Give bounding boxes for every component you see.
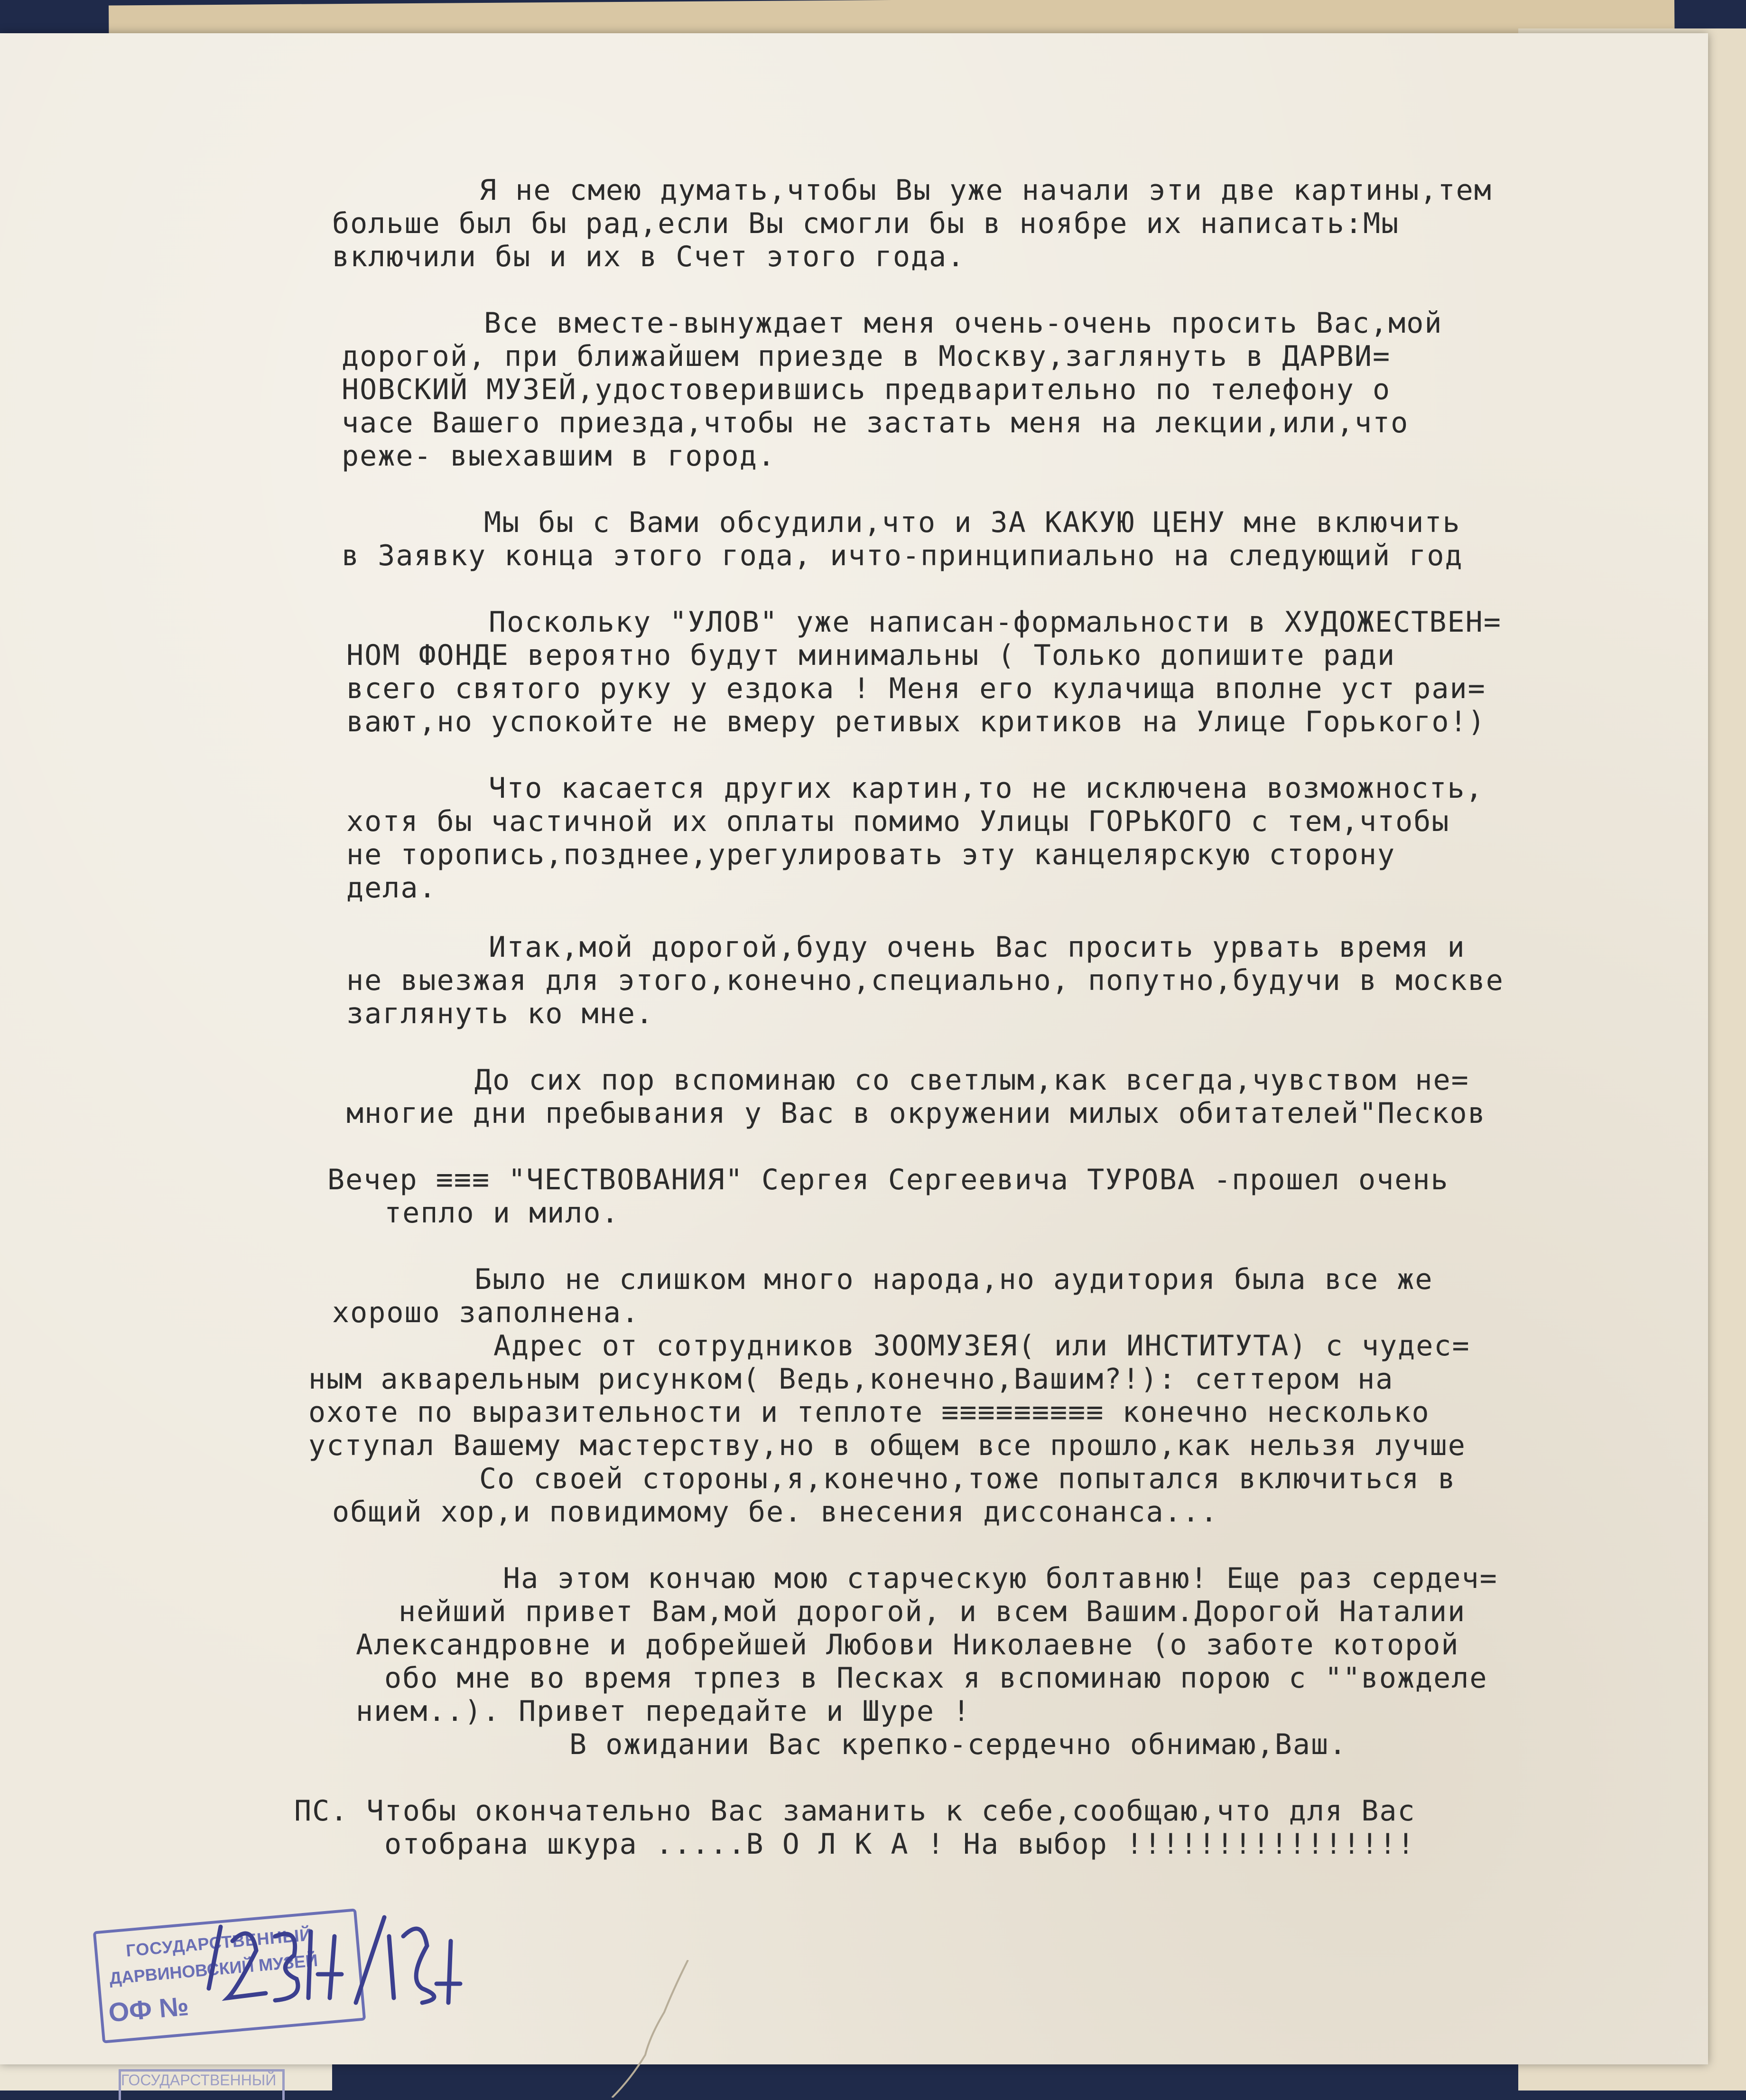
letter-line: Итак,мой дорогой,буду очень Вас просить урвать время и (489, 931, 1466, 964)
letter-line: больше был бы рад,если Вы смогли бы в ноябре их написать:Мы (332, 207, 1400, 240)
stamp-line: ДАРВИНОВСКИЙ МУЗЕЙ (108, 1950, 319, 1988)
letter-line: охоте по выразительности и теплоте ≡≡≡≡≡≡≡≡≡ конечно несколько (308, 1396, 1430, 1429)
letter-line: в Заявку конца этого года, ичто-принципиально на следующий год (342, 539, 1463, 572)
letter-line: Все вместе-вынуждает меня очень-очень просить Вас,мой (484, 307, 1443, 340)
stamp-fragment-text: ГОСУДАРСТВЕННЫЙ (121, 2072, 277, 2089)
letter-line: Со своей стороны,я,конечно,тоже попытался включиться в (479, 1462, 1456, 1495)
stamp-line: ГОСУДАРСТВЕННЫЙ (125, 1924, 313, 1960)
letter-line: До сих пор вспоминаю со светлым,как всегда,чувством не= (474, 1064, 1469, 1097)
letter-line: вают,но успокойте не вмеру ретивых критиков на Улице Горького!) (346, 705, 1486, 738)
postscript-line: ПС. Чтобы окончательно Вас заманить к себе,сообщаю,что для Вас (294, 1794, 1416, 1828)
letter-page (0, 33, 1708, 2064)
paper-tear-line (593, 1960, 735, 2098)
letter-line: многие дни пребывания у Вас в окружении милых обитателей"Песков (346, 1097, 1486, 1130)
letter-line: дела. (346, 871, 437, 905)
letter-line: реже- выехавшим в город. (342, 439, 776, 473)
letter-line: уступал Вашему мастерству,но в общем все прошло,как нельзя лучше (308, 1429, 1466, 1462)
partial-stamp-lower-sheet (119, 2069, 285, 2100)
letter-line: НОВСКИЙ МУЗЕЙ,удостоверившись предварительно по телефону о (342, 373, 1391, 406)
typed-letter (0, 33, 1708, 2064)
letter-line: Что касается других картин,то не исключена возможность, (489, 772, 1484, 805)
letter-line: ным акварельным рисунком( Ведь,конечно,Вашим?!): сеттером на (308, 1363, 1394, 1396)
letter-line: Было не слишком много народа,но аудитория была все же (474, 1263, 1433, 1296)
letter-line: нием..). Привет передайте и Шуре ! (356, 1695, 971, 1728)
letter-line: тепло и мило. (384, 1196, 620, 1230)
letter-line: Александровне и добрейшей Любови Николаевне (о заботе которой (356, 1628, 1459, 1661)
letter-line: Вечер ≡≡≡ "ЧЕСТВОВАНИЯ" Сергея Сергеевича ТУРОВА -прошел очень (327, 1163, 1449, 1196)
letter-line: На этом кончаю мою старческую болтавню! Еще раз сердеч= (503, 1562, 1498, 1595)
letter-line: не торопись,позднее,урегулировать эту канцелярскую сторону (346, 838, 1396, 871)
letter-line: общий хор,и повидимому бе. внесения диссонанса... (332, 1495, 1219, 1529)
letter-line: заглянуть ко мне. (346, 997, 654, 1030)
letter-line: не выезжая для этого,конечно,специально, попутно,будучи в москве (346, 964, 1504, 997)
letter-line: хотя бы частичной их оплаты помимо Улицы ГОРЬКОГО с тем,чтобы (346, 805, 1450, 838)
postscript-line: отобрана шкура .....В О Л К А ! На выбор !!!!!!!!!!!!!!!! (384, 1828, 1416, 1861)
letter-line: всего святого руку у ездока ! Меня его кулачища вполне уст раи= (346, 672, 1486, 705)
letter-line: В ожидании Вас крепко-сердечно обнимаю,Ваш. (569, 1728, 1347, 1761)
letter-line: дорогой, при ближайшем приезде в Москву,заглянуть в ДАРВИ= (342, 340, 1391, 373)
letter-line: включили бы и их в Счет этого года. (332, 240, 966, 273)
handwritten-inventory-number (199, 1908, 465, 2012)
letter-line: Мы бы с Вами обсудили,что и ЗА КАКУЮ ЦЕНУ мне включить (484, 506, 1461, 539)
letter-line: НОМ ФОНДЕ вероятно будут минимальны ( Только допишите ради (346, 639, 1396, 672)
letter-line: хорошо заполнена. (332, 1296, 640, 1329)
letter-line: Адрес от сотрудников ЗООМУЗЕЯ( или ИНСТИТУТА) с чудес= (493, 1329, 1470, 1363)
letter-line: Поскольку "УЛОВ" уже написан-формальности в ХУДОЖЕСТВЕН= (489, 606, 1502, 639)
stamp-line: ОФ № (107, 1990, 190, 2028)
letter-line: обо мне во время трпез в Песках я вспоминаю порою с ""вожделе (384, 1661, 1488, 1695)
letter-line: Я не смею думать,чтобы Вы уже начали эти две картины,тем (479, 174, 1492, 207)
letter-line: часе Вашего приезда,чтобы не застать меня на лекции,или,что (342, 406, 1409, 439)
letter-line: нейший привет Вам,мой дорогой, и всем Вашим.Дорогой Наталии (399, 1595, 1466, 1628)
